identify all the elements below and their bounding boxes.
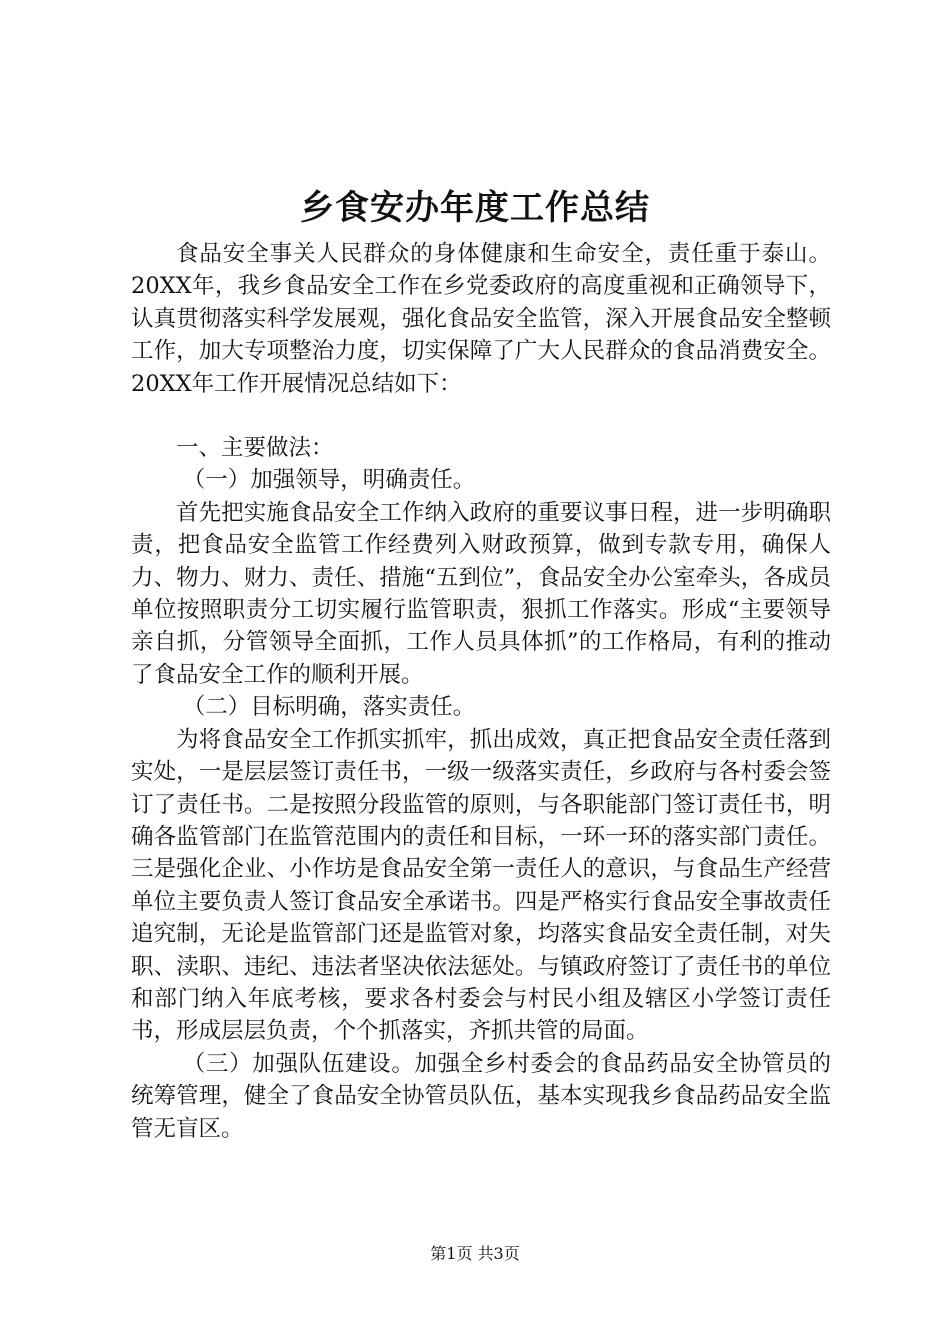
paragraph-responsibility: 为将食品安全工作抓实抓牢，抓出成效，真正把食品安全责任落到实处，一是层层签订责任书，一级一级落实责任，乡政府与各村委会签订了责任书。二是按照分段监管的原则，与各职能部门签订责任书，明确各监管部门在监管范围内的责任和目标，一环一环的落实部门责任。三是强化企业、小作坊是食品安全第一责任人的意识，与食品生产经营单位主要负责人签订食品安全承诺书。四是严格实行食品安全事故责任追究制，无论是监管部门还是监管对象，均落实食品安全责任制，对失职、渎职、违纪、违法者坚决依法惩处。与镇政府签订了责任书的单位和部门纳入年底考核，要求各村委会与村民小组及辖区小学签订责任书，形成层层负责，个个抓落实，齐抓共管的局面。: [131, 726, 831, 1045]
document-body: [131, 238, 831, 1145]
intro-paragraph: 食品安全事关人民群众的身体健康和生命安全，责任重于泰山。20XX年，我乡食品安全工作在乡党委政府的高度重视和正确领导下，认真贯彻落实科学发展观，强化食品安全监管，深入开展食品安全整顿工作，加大专项整治力度，切实保障了广大人民群众的食品消费安全。20XX年工作开展情况总结如下：: [131, 241, 831, 397]
subsection-heading-2: （二）目标明确，落实责任。: [182, 694, 476, 721]
subsection-heading-1: （一）加强领导，明确责任。: [182, 467, 476, 494]
document-title: 乡食安办年度工作总结: [300, 188, 650, 228]
paragraph-leadership: 首先把实施食品安全工作纳入政府的重要议事日程，进一步明确职责，把食品安全监管工作经费列入财政预算，做到专款专用，确保人力、物力、财力、责任、措施“五到位”，食品安全办公室牵头，各成员单位按照职责分工切实履行监管职责，狠抓工作落实。形成“主要领导亲自抓，分管领导全面抓，工作人员具体抓”的工作格局，有利的推动了食品安全工作的顺利开展。: [131, 499, 831, 688]
page-number-footer: 第1页 共3页: [430, 1244, 520, 1263]
paragraph-team-building: （三）加强队伍建设。加强全乡村委会的食品药品安全协管员的统筹管理，健全了食品安全协管员队伍，基本实现我乡食品药品安全监管无盲区。: [131, 1050, 831, 1142]
section-heading-main-practices: 一、主要做法：: [176, 435, 334, 462]
